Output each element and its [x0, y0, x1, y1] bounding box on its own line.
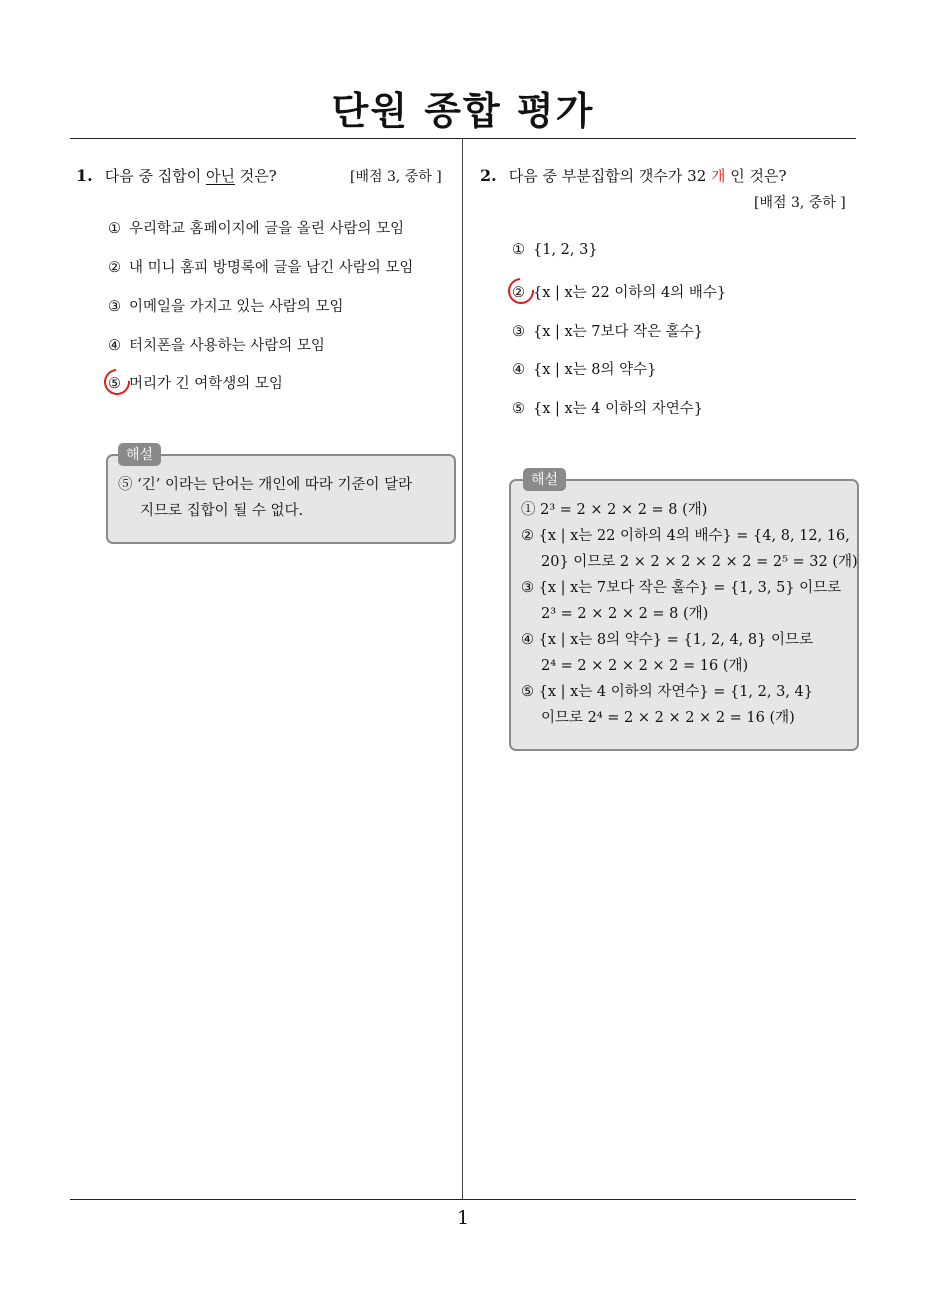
question-2-text-after: 인 것은?: [725, 167, 787, 185]
question-1-text-before: 다음 중 집합이: [104, 167, 206, 185]
top-rule: [70, 138, 856, 139]
question-2-header: [480, 165, 787, 186]
q1-answer-mark-icon: [99, 364, 136, 401]
q1-explanation-label: 해설: [118, 443, 161, 466]
q1-option-1[interactable]: ① 우리학교 홈페이지에 글을 올린 사람의 모임: [108, 221, 405, 237]
bottom-rule: [70, 1199, 856, 1200]
question-1-meta: [배점 3, 중하 ]: [350, 169, 442, 185]
q1-option-5[interactable]: ⑤ 머리가 긴 여학생의 모임: [108, 376, 283, 392]
q2-option-1[interactable]: ① {1, 2, 3}: [512, 242, 598, 258]
question-2-red-word: 개: [711, 167, 726, 185]
question-1-text-after: 것은?: [234, 167, 277, 185]
question-1-header: [76, 165, 277, 186]
q2-answer-mark-icon: [503, 273, 540, 310]
q1-option-2[interactable]: ② 내 미니 홈피 방명록에 글을 남긴 사람의 모임: [108, 260, 414, 276]
q1-option-4[interactable]: ④ 터치폰을 사용하는 사람의 모임: [108, 338, 325, 354]
q2-option-5[interactable]: ⑤ {x | x는 4 이하의 자연수}: [512, 401, 704, 417]
q1-explanation-text: ⑤ ‘긴’ 이라는 단어는 개인에 따라 기준이 달라 지므로 집합이 될 수 없다.: [118, 477, 413, 519]
q2-option-2[interactable]: ② {x | x는 22 이하의 4의 배수}: [512, 285, 727, 301]
question-2-number: 2.: [480, 166, 497, 185]
question-1-underlined: 아닌: [205, 167, 235, 185]
q2-explanation-text: ① 2³ = 2 × 2 × 2 = 8 (개) ② {x | x는 22 이하의 4의 배수} = {4, 8, 12, 16, 20} 이므로 2 × 2 × 2 × 2 × 2 = 2⁵ = 32 (개) ③ {x | x는 7보다 작은 홀수} = {1, 3, 5} 이므로 2³ = 2 × 2 × 2 = 8 (개) ④ {x | x는 8의 약수} = {1, 2, 4, 8} 이므로 2⁴ = 2 × 2 × 2 × 2 = 16 (개) ⑤ {x | x는 4 이하의 자연수} = {1, 2, 3, 4} 이므로 2⁴ = 2 × 2 × 2 × 2 = 16 (개): [521, 502, 858, 726]
question-2-text-before: 다음 중 부분집합의 갯수가 32: [508, 167, 712, 185]
page-title: 단원 종합 평가: [331, 89, 595, 133]
page-number: 1: [456, 1207, 470, 1229]
column-divider: [462, 139, 463, 1199]
q1-option-3[interactable]: ③ 이메일을 가지고 있는 사람의 모임: [108, 299, 344, 315]
q2-option-3[interactable]: ③ {x | x는 7보다 작은 홀수}: [512, 324, 704, 340]
q2-explanation-label: 해설: [523, 468, 566, 491]
q2-option-4[interactable]: ④ {x | x는 8의 약수}: [512, 362, 657, 378]
question-2-meta: [배점 3, 중하 ]: [754, 195, 846, 211]
question-1-number: 1.: [76, 166, 93, 185]
